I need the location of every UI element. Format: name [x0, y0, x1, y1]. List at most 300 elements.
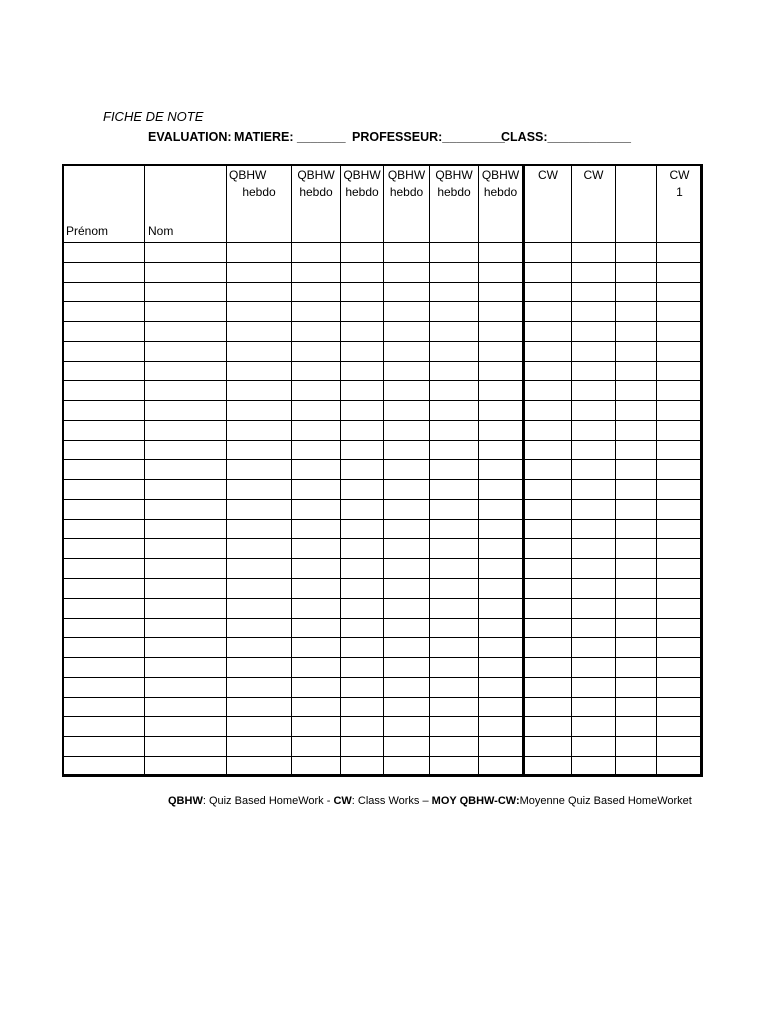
grade-cell[interactable]	[292, 539, 341, 559]
grade-cell[interactable]	[341, 737, 384, 757]
grade-cell[interactable]	[384, 361, 430, 381]
prenom-cell[interactable]	[63, 598, 145, 618]
prenom-cell[interactable]	[63, 243, 145, 263]
grade-cell[interactable]	[341, 361, 384, 381]
grade-cell[interactable]	[341, 302, 384, 322]
grade-cell[interactable]	[341, 697, 384, 717]
grade-cell[interactable]	[430, 519, 479, 539]
grade-cell[interactable]	[572, 756, 616, 776]
grade-cell[interactable]	[430, 499, 479, 519]
grade-cell[interactable]	[430, 361, 479, 381]
grade-cell[interactable]	[341, 480, 384, 500]
grade-cell[interactable]	[227, 381, 292, 401]
nom-cell[interactable]	[145, 598, 227, 618]
nom-cell[interactable]	[145, 499, 227, 519]
grade-cell[interactable]	[227, 756, 292, 776]
nom-cell[interactable]	[145, 658, 227, 678]
prenom-cell[interactable]	[63, 460, 145, 480]
prenom-cell[interactable]	[63, 420, 145, 440]
grade-cell[interactable]	[227, 539, 292, 559]
prenom-cell[interactable]	[63, 618, 145, 638]
nom-cell[interactable]	[145, 539, 227, 559]
grade-cell[interactable]	[227, 717, 292, 737]
prenom-cell[interactable]	[63, 519, 145, 539]
grade-cell[interactable]	[572, 341, 616, 361]
grade-cell[interactable]	[341, 756, 384, 776]
grade-cell[interactable]	[292, 658, 341, 678]
grade-cell[interactable]	[341, 341, 384, 361]
grade-cell[interactable]	[616, 697, 657, 717]
grade-cell[interactable]	[384, 460, 430, 480]
grade-cell[interactable]	[616, 598, 657, 618]
grade-cell[interactable]	[430, 737, 479, 757]
grade-cell[interactable]	[657, 756, 703, 776]
grade-cell[interactable]	[292, 401, 341, 421]
nom-cell[interactable]	[145, 341, 227, 361]
grade-cell[interactable]	[572, 539, 616, 559]
grade-cell[interactable]	[227, 737, 292, 757]
grade-cell[interactable]	[227, 579, 292, 599]
nom-cell[interactable]	[145, 717, 227, 737]
grade-cell[interactable]	[524, 460, 572, 480]
grade-cell[interactable]	[341, 559, 384, 579]
grade-cell[interactable]	[616, 519, 657, 539]
grade-cell[interactable]	[479, 341, 524, 361]
grade-cell[interactable]	[524, 737, 572, 757]
grade-cell[interactable]	[227, 243, 292, 263]
grade-cell[interactable]	[341, 499, 384, 519]
grade-cell[interactable]	[524, 262, 572, 282]
grade-cell[interactable]	[657, 361, 703, 381]
prenom-cell[interactable]	[63, 697, 145, 717]
grade-cell[interactable]	[524, 697, 572, 717]
grade-cell[interactable]	[479, 401, 524, 421]
grade-cell[interactable]	[227, 677, 292, 697]
grade-cell[interactable]	[479, 598, 524, 618]
grade-cell[interactable]	[524, 322, 572, 342]
grade-cell[interactable]	[384, 519, 430, 539]
grade-cell[interactable]	[479, 440, 524, 460]
grade-cell[interactable]	[479, 499, 524, 519]
grade-cell[interactable]	[657, 737, 703, 757]
grade-cell[interactable]	[227, 618, 292, 638]
grade-cell[interactable]	[430, 460, 479, 480]
grade-cell[interactable]	[524, 579, 572, 599]
grade-cell[interactable]	[479, 579, 524, 599]
grade-cell[interactable]	[430, 282, 479, 302]
grade-cell[interactable]	[384, 341, 430, 361]
grade-cell[interactable]	[384, 282, 430, 302]
grade-cell[interactable]	[292, 361, 341, 381]
grade-cell[interactable]	[227, 559, 292, 579]
grade-cell[interactable]	[430, 638, 479, 658]
grade-cell[interactable]	[572, 519, 616, 539]
grade-cell[interactable]	[341, 638, 384, 658]
grade-cell[interactable]	[524, 618, 572, 638]
grade-cell[interactable]	[657, 282, 703, 302]
grade-cell[interactable]	[341, 717, 384, 737]
grade-cell[interactable]	[524, 717, 572, 737]
grade-cell[interactable]	[616, 618, 657, 638]
grade-cell[interactable]	[524, 401, 572, 421]
grade-cell[interactable]	[657, 499, 703, 519]
grade-cell[interactable]	[657, 677, 703, 697]
grade-cell[interactable]	[341, 460, 384, 480]
prenom-cell[interactable]	[63, 480, 145, 500]
class-field[interactable]: CLASS:____________	[501, 130, 631, 144]
grade-cell[interactable]	[657, 697, 703, 717]
grade-cell[interactable]	[430, 243, 479, 263]
grade-cell[interactable]	[430, 480, 479, 500]
grade-cell[interactable]	[524, 361, 572, 381]
matiere-field[interactable]: MATIERE: _______	[234, 130, 346, 144]
grade-cell[interactable]	[430, 618, 479, 638]
grade-cell[interactable]	[479, 697, 524, 717]
grade-cell[interactable]	[479, 420, 524, 440]
grade-cell[interactable]	[384, 697, 430, 717]
grade-cell[interactable]	[657, 579, 703, 599]
grade-cell[interactable]	[572, 697, 616, 717]
grade-cell[interactable]	[657, 658, 703, 678]
nom-cell[interactable]	[145, 243, 227, 263]
grade-cell[interactable]	[616, 658, 657, 678]
grade-cell[interactable]	[524, 420, 572, 440]
grade-cell[interactable]	[227, 499, 292, 519]
nom-cell[interactable]	[145, 322, 227, 342]
grade-cell[interactable]	[572, 658, 616, 678]
grade-cell[interactable]	[227, 282, 292, 302]
grade-cell[interactable]	[572, 598, 616, 618]
grade-cell[interactable]	[479, 658, 524, 678]
grade-cell[interactable]	[572, 559, 616, 579]
grade-cell[interactable]	[479, 618, 524, 638]
prenom-cell[interactable]	[63, 579, 145, 599]
grade-cell[interactable]	[572, 440, 616, 460]
grade-cell[interactable]	[479, 737, 524, 757]
nom-cell[interactable]	[145, 737, 227, 757]
grade-cell[interactable]	[524, 341, 572, 361]
nom-cell[interactable]	[145, 697, 227, 717]
grade-cell[interactable]	[384, 499, 430, 519]
grade-cell[interactable]	[657, 420, 703, 440]
grade-cell[interactable]	[616, 381, 657, 401]
grade-cell[interactable]	[384, 756, 430, 776]
grade-cell[interactable]	[657, 638, 703, 658]
nom-cell[interactable]	[145, 519, 227, 539]
grade-cell[interactable]	[227, 341, 292, 361]
prenom-cell[interactable]	[63, 361, 145, 381]
grade-cell[interactable]	[524, 302, 572, 322]
grade-cell[interactable]	[384, 322, 430, 342]
grade-cell[interactable]	[292, 341, 341, 361]
grade-cell[interactable]	[292, 460, 341, 480]
nom-cell[interactable]	[145, 480, 227, 500]
grade-cell[interactable]	[292, 677, 341, 697]
nom-cell[interactable]	[145, 401, 227, 421]
grade-cell[interactable]	[292, 480, 341, 500]
professeur-field[interactable]: PROFESSEUR:_________	[352, 130, 505, 144]
grade-cell[interactable]	[616, 420, 657, 440]
nom-cell[interactable]	[145, 282, 227, 302]
grade-cell[interactable]	[616, 559, 657, 579]
grade-cell[interactable]	[292, 697, 341, 717]
grade-cell[interactable]	[430, 579, 479, 599]
grade-cell[interactable]	[227, 420, 292, 440]
grade-cell[interactable]	[572, 243, 616, 263]
grade-cell[interactable]	[430, 717, 479, 737]
grade-cell[interactable]	[341, 243, 384, 263]
grade-cell[interactable]	[572, 480, 616, 500]
grade-cell[interactable]	[227, 638, 292, 658]
grade-cell[interactable]	[430, 539, 479, 559]
grade-cell[interactable]	[227, 322, 292, 342]
grade-cell[interactable]	[430, 559, 479, 579]
nom-cell[interactable]	[145, 381, 227, 401]
prenom-cell[interactable]	[63, 401, 145, 421]
grade-cell[interactable]	[572, 499, 616, 519]
prenom-cell[interactable]	[63, 499, 145, 519]
prenom-cell[interactable]	[63, 559, 145, 579]
grade-cell[interactable]	[657, 302, 703, 322]
prenom-cell[interactable]	[63, 282, 145, 302]
prenom-cell[interactable]	[63, 322, 145, 342]
grade-cell[interactable]	[524, 440, 572, 460]
grade-cell[interactable]	[341, 579, 384, 599]
grade-cell[interactable]	[479, 638, 524, 658]
grade-cell[interactable]	[616, 322, 657, 342]
prenom-cell[interactable]	[63, 638, 145, 658]
grade-cell[interactable]	[384, 737, 430, 757]
grade-cell[interactable]	[430, 262, 479, 282]
grade-cell[interactable]	[430, 440, 479, 460]
nom-cell[interactable]	[145, 559, 227, 579]
grade-cell[interactable]	[657, 341, 703, 361]
grade-cell[interactable]	[479, 282, 524, 302]
grade-cell[interactable]	[616, 480, 657, 500]
grade-cell[interactable]	[657, 480, 703, 500]
grade-cell[interactable]	[479, 243, 524, 263]
grade-cell[interactable]	[384, 539, 430, 559]
nom-cell[interactable]	[145, 638, 227, 658]
grade-cell[interactable]	[524, 499, 572, 519]
nom-cell[interactable]	[145, 440, 227, 460]
grade-cell[interactable]	[572, 302, 616, 322]
grade-cell[interactable]	[227, 480, 292, 500]
prenom-cell[interactable]	[63, 677, 145, 697]
grade-cell[interactable]	[524, 598, 572, 618]
grade-cell[interactable]	[657, 262, 703, 282]
grade-cell[interactable]	[227, 262, 292, 282]
nom-cell[interactable]	[145, 262, 227, 282]
grade-cell[interactable]	[384, 677, 430, 697]
grade-cell[interactable]	[572, 677, 616, 697]
prenom-cell[interactable]	[63, 756, 145, 776]
grade-cell[interactable]	[479, 756, 524, 776]
grade-cell[interactable]	[227, 401, 292, 421]
grade-cell[interactable]	[384, 579, 430, 599]
grade-cell[interactable]	[479, 262, 524, 282]
grade-cell[interactable]	[657, 460, 703, 480]
grade-cell[interactable]	[572, 322, 616, 342]
grade-cell[interactable]	[227, 598, 292, 618]
grade-cell[interactable]	[479, 519, 524, 539]
grade-cell[interactable]	[572, 361, 616, 381]
grade-cell[interactable]	[430, 697, 479, 717]
grade-cell[interactable]	[572, 618, 616, 638]
prenom-cell[interactable]	[63, 341, 145, 361]
grade-cell[interactable]	[341, 322, 384, 342]
grade-cell[interactable]	[292, 243, 341, 263]
grade-cell[interactable]	[524, 243, 572, 263]
grade-cell[interactable]	[616, 638, 657, 658]
grade-cell[interactable]	[657, 618, 703, 638]
grade-cell[interactable]	[657, 598, 703, 618]
grade-cell[interactable]	[479, 381, 524, 401]
grade-cell[interactable]	[384, 717, 430, 737]
grade-cell[interactable]	[430, 420, 479, 440]
grade-cell[interactable]	[524, 519, 572, 539]
grade-cell[interactable]	[616, 282, 657, 302]
nom-cell[interactable]	[145, 677, 227, 697]
grade-cell[interactable]	[384, 302, 430, 322]
grade-cell[interactable]	[292, 282, 341, 302]
nom-cell[interactable]	[145, 361, 227, 381]
grade-cell[interactable]	[572, 579, 616, 599]
grade-cell[interactable]	[384, 381, 430, 401]
grade-cell[interactable]	[384, 480, 430, 500]
grade-cell[interactable]	[341, 519, 384, 539]
grade-cell[interactable]	[572, 737, 616, 757]
grade-cell[interactable]	[572, 420, 616, 440]
prenom-cell[interactable]	[63, 262, 145, 282]
grade-cell[interactable]	[616, 361, 657, 381]
grade-cell[interactable]	[341, 282, 384, 302]
grade-cell[interactable]	[292, 579, 341, 599]
grade-cell[interactable]	[341, 381, 384, 401]
grade-cell[interactable]	[616, 262, 657, 282]
nom-cell[interactable]	[145, 420, 227, 440]
grade-cell[interactable]	[524, 539, 572, 559]
nom-cell[interactable]	[145, 756, 227, 776]
grade-cell[interactable]	[292, 499, 341, 519]
nom-cell[interactable]	[145, 302, 227, 322]
grade-cell[interactable]	[479, 717, 524, 737]
grade-cell[interactable]	[341, 598, 384, 618]
grade-cell[interactable]	[616, 756, 657, 776]
grade-cell[interactable]	[430, 341, 479, 361]
grade-cell[interactable]	[524, 638, 572, 658]
grade-cell[interactable]	[524, 559, 572, 579]
prenom-cell[interactable]	[63, 381, 145, 401]
grade-cell[interactable]	[572, 717, 616, 737]
grade-cell[interactable]	[341, 440, 384, 460]
grade-cell[interactable]	[616, 440, 657, 460]
grade-cell[interactable]	[341, 401, 384, 421]
grade-cell[interactable]	[657, 401, 703, 421]
grade-cell[interactable]	[384, 618, 430, 638]
grade-cell[interactable]	[616, 677, 657, 697]
grade-cell[interactable]	[657, 322, 703, 342]
grade-cell[interactable]	[292, 618, 341, 638]
grade-cell[interactable]	[292, 737, 341, 757]
grade-cell[interactable]	[292, 559, 341, 579]
grade-cell[interactable]	[227, 460, 292, 480]
grade-cell[interactable]	[292, 598, 341, 618]
grade-cell[interactable]	[430, 756, 479, 776]
grade-cell[interactable]	[384, 559, 430, 579]
grade-cell[interactable]	[524, 480, 572, 500]
grade-cell[interactable]	[572, 460, 616, 480]
grade-cell[interactable]	[384, 420, 430, 440]
grade-cell[interactable]	[572, 381, 616, 401]
grade-cell[interactable]	[341, 262, 384, 282]
grade-cell[interactable]	[479, 460, 524, 480]
grade-cell[interactable]	[657, 559, 703, 579]
grade-cell[interactable]	[616, 539, 657, 559]
grade-cell[interactable]	[430, 401, 479, 421]
grade-cell[interactable]	[227, 658, 292, 678]
prenom-cell[interactable]	[63, 539, 145, 559]
grade-cell[interactable]	[292, 519, 341, 539]
grade-cell[interactable]	[384, 638, 430, 658]
grade-cell[interactable]	[341, 539, 384, 559]
grade-cell[interactable]	[384, 658, 430, 678]
grade-cell[interactable]	[479, 559, 524, 579]
grade-cell[interactable]	[384, 262, 430, 282]
grade-cell[interactable]	[430, 322, 479, 342]
grade-cell[interactable]	[384, 440, 430, 460]
grade-cell[interactable]	[572, 262, 616, 282]
grade-cell[interactable]	[572, 401, 616, 421]
grade-cell[interactable]	[657, 440, 703, 460]
grade-cell[interactable]	[292, 262, 341, 282]
grade-cell[interactable]	[430, 381, 479, 401]
nom-cell[interactable]	[145, 460, 227, 480]
grade-cell[interactable]	[616, 341, 657, 361]
grade-cell[interactable]	[572, 282, 616, 302]
grade-cell[interactable]	[227, 697, 292, 717]
nom-cell[interactable]	[145, 618, 227, 638]
grade-cell[interactable]	[616, 401, 657, 421]
grade-cell[interactable]	[430, 598, 479, 618]
grade-cell[interactable]	[479, 539, 524, 559]
prenom-cell[interactable]	[63, 440, 145, 460]
grade-cell[interactable]	[524, 677, 572, 697]
grade-cell[interactable]	[524, 658, 572, 678]
grade-cell[interactable]	[657, 519, 703, 539]
grade-cell[interactable]	[657, 243, 703, 263]
grade-cell[interactable]	[572, 638, 616, 658]
prenom-cell[interactable]	[63, 658, 145, 678]
grade-cell[interactable]	[341, 658, 384, 678]
grade-cell[interactable]	[292, 381, 341, 401]
grade-cell[interactable]	[524, 381, 572, 401]
grade-cell[interactable]	[479, 361, 524, 381]
grade-cell[interactable]	[227, 302, 292, 322]
grade-cell[interactable]	[657, 539, 703, 559]
prenom-cell[interactable]	[63, 717, 145, 737]
grade-cell[interactable]	[479, 677, 524, 697]
grade-cell[interactable]	[479, 322, 524, 342]
grade-cell[interactable]	[384, 401, 430, 421]
grade-cell[interactable]	[341, 677, 384, 697]
grade-cell[interactable]	[292, 638, 341, 658]
grade-cell[interactable]	[292, 420, 341, 440]
grade-cell[interactable]	[616, 499, 657, 519]
grade-cell[interactable]	[616, 460, 657, 480]
grade-cell[interactable]	[430, 677, 479, 697]
grade-cell[interactable]	[479, 480, 524, 500]
